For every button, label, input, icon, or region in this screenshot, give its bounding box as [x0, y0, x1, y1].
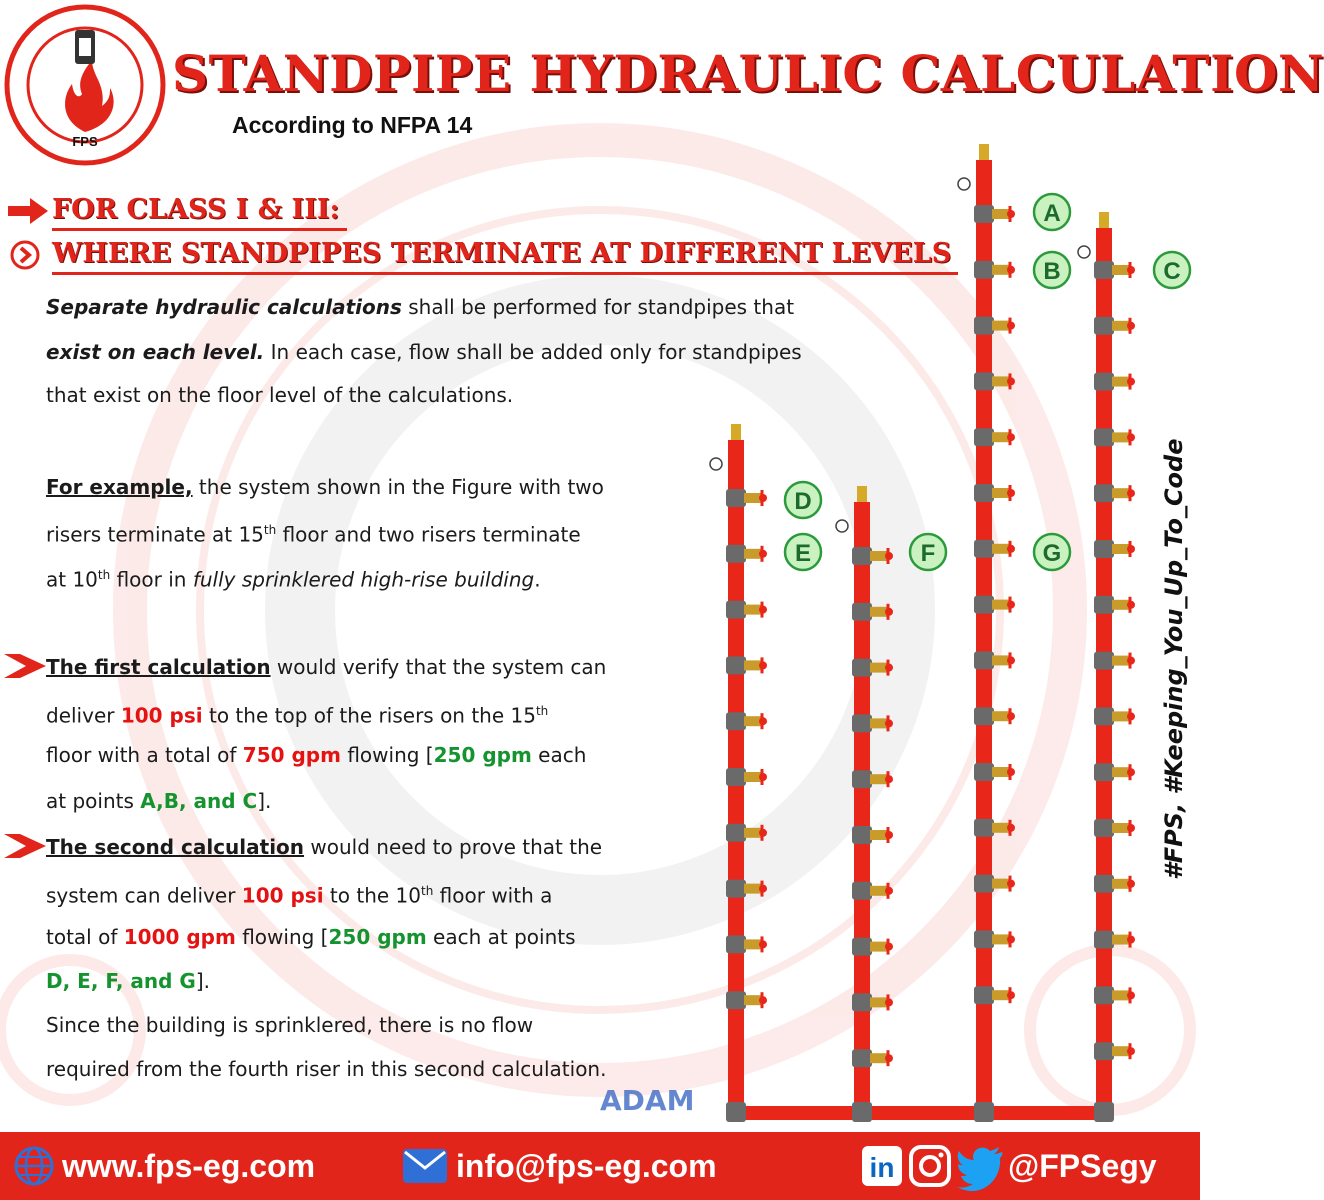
riser-4-tee-coupling [1094, 596, 1114, 614]
globe-icon [12, 1144, 56, 1188]
riser-4-tee-coupling [1094, 986, 1114, 1004]
riser-2-tee-coupling [852, 547, 872, 565]
example-line-3: at 10th floor in fully sprinklered high-rise building. [46, 567, 541, 592]
social-handle[interactable]: @FPSegy [1008, 1148, 1157, 1184]
page-subtitle: According to NFPA 14 [232, 112, 473, 138]
intro-line-3: that exist on the floor level of the calculations. [46, 383, 514, 407]
riser-3-valve-wheel-icon [1007, 935, 1015, 943]
riser-2-air-vent-icon [857, 486, 867, 502]
riser-3-gauge-icon [958, 178, 970, 190]
example-line-2: risers terminate at 15th floor and two risers terminate [46, 522, 581, 547]
intro-line-1: Separate hydraulic calculations shall be performed for standpipes that [46, 295, 795, 319]
riser-3-valve-wheel-icon [1007, 768, 1015, 776]
riser-2-base-elbow [852, 1102, 872, 1122]
riser-1-tee-coupling [726, 880, 746, 898]
riser-3-tee-coupling [974, 707, 994, 725]
riser-2-valve-wheel-icon [885, 831, 893, 839]
calc2-line-4: D, E, F, and G]. [46, 969, 210, 993]
riser-1-valve-wheel-icon [759, 996, 767, 1004]
riser-3-valve-wheel-icon [1007, 545, 1015, 553]
riser-4-tee-coupling [1094, 707, 1114, 725]
riser-3-tee-coupling [974, 428, 994, 446]
example-line-1: For example, the system shown in the Figure with two [46, 475, 604, 499]
riser-4-tee-coupling [1094, 428, 1114, 446]
riser-2-valve-wheel-icon [885, 1054, 893, 1062]
riser-1-tee-coupling [726, 489, 746, 507]
riser-4-tee-coupling [1094, 819, 1114, 837]
riser-3-tee-coupling [974, 261, 994, 279]
riser-2-valve-wheel-icon [885, 887, 893, 895]
riser-2-valve-wheel-icon [885, 552, 893, 560]
riser-1-valve-wheel-icon [759, 885, 767, 893]
author-signature: ADAM [600, 1084, 695, 1117]
calc1-line-1: The first calculation would verify that the system can [46, 655, 607, 679]
riser-3-tee-coupling [974, 875, 994, 893]
riser-2-tee-coupling [852, 770, 872, 788]
riser-4-pipe [1096, 228, 1112, 1112]
riser-1-valve-wheel-icon [759, 773, 767, 781]
riser-2-tee-coupling [852, 714, 872, 732]
calc2-line-1: The second calculation would need to prove that the [46, 835, 603, 859]
riser-3-tee-coupling [974, 819, 994, 837]
riser-3-tee-coupling [974, 205, 994, 223]
point-B-label: B [1043, 258, 1061, 285]
riser-4-air-vent-icon [1099, 212, 1109, 228]
riser-4-valve-wheel-icon [1127, 322, 1135, 330]
riser-3-base-elbow [974, 1102, 994, 1122]
riser-2-valve-wheel-icon [885, 775, 893, 783]
riser-1-tee-coupling [726, 545, 746, 563]
riser-4-tee-coupling [1094, 540, 1114, 558]
riser-4-valve-wheel-icon [1127, 824, 1135, 832]
riser-2-tee-coupling [852, 1049, 872, 1067]
riser-4-valve-wheel-icon [1127, 433, 1135, 441]
riser-4-tee-coupling [1094, 373, 1114, 391]
riser-2-valve-wheel-icon [885, 664, 893, 672]
riser-4-valve-wheel-icon [1127, 545, 1135, 553]
riser-1-tee-coupling [726, 712, 746, 730]
riser-1-tee-coupling [726, 935, 746, 953]
riser-4-gauge-icon [1078, 246, 1090, 258]
riser-3-valve-wheel-icon [1007, 656, 1015, 664]
riser-4-valve-wheel-icon [1127, 712, 1135, 720]
riser-4-tee-coupling [1094, 1042, 1114, 1060]
riser-3-valve-wheel-icon [1007, 991, 1015, 999]
hashtag-vertical: #FPS, #Keeping_You_Up_To_Code [1160, 438, 1188, 880]
riser-3-tee-coupling [974, 317, 994, 335]
riser-4-tee-coupling [1094, 484, 1114, 502]
footer-bar [0, 1132, 1200, 1200]
riser-3-valve-wheel-icon [1007, 880, 1015, 888]
riser-4-tee-coupling [1094, 931, 1114, 949]
riser-4-valve-wheel-icon [1127, 991, 1135, 999]
riser-2-tee-coupling [852, 826, 872, 844]
riser-2-valve-wheel-icon [885, 719, 893, 727]
riser-2-valve-wheel-icon [885, 943, 893, 951]
calc1-line-3: floor with a total of 750 gpm flowing [250 gpm each [46, 743, 587, 767]
email-icon [402, 1148, 448, 1184]
riser-2-gauge-icon [836, 520, 848, 532]
logo-abbr: FPS [72, 134, 98, 149]
riser-3-tee-coupling [974, 596, 994, 614]
riser-3-valve-wheel-icon [1007, 601, 1015, 609]
riser-4-valve-wheel-icon [1127, 880, 1135, 888]
riser-4-tee-coupling [1094, 652, 1114, 670]
riser-2-pipe [854, 502, 870, 1112]
riser-3-valve-wheel-icon [1007, 266, 1015, 274]
riser-2-tee-coupling [852, 603, 872, 621]
riser-1-tee-coupling [726, 991, 746, 1009]
riser-2-tee-coupling [852, 882, 872, 900]
riser-1-valve-wheel-icon [759, 717, 767, 725]
linkedin-icon[interactable] [860, 1144, 904, 1188]
riser-3-valve-wheel-icon [1007, 712, 1015, 720]
riser-2-tee-coupling [852, 993, 872, 1011]
riser-3-tee-coupling [974, 540, 994, 558]
riser-4-tee-coupling [1094, 875, 1114, 893]
twitter-icon[interactable] [956, 1144, 1004, 1188]
main-header-pipe [728, 1106, 1112, 1120]
calc2-line-2: system can deliver 100 psi to the 10th floor with a [46, 883, 553, 908]
riser-3-valve-wheel-icon [1007, 433, 1015, 441]
riser-2-valve-wheel-icon [885, 998, 893, 1006]
riser-3-tee-coupling [974, 930, 994, 948]
riser-3-valve-wheel-icon [1007, 322, 1015, 330]
riser-3-tee-coupling [974, 986, 994, 1004]
instagram-icon[interactable] [908, 1144, 952, 1188]
point-D-label: D [794, 488, 812, 515]
calc2-line-3: total of 1000 gpm flowing [250 gpm each at points [46, 925, 576, 949]
calc2-line-5: Since the building is sprinklered, there is no flow [46, 1013, 534, 1037]
riser-1-tee-coupling [726, 601, 746, 619]
riser-1-valve-wheel-icon [759, 550, 767, 558]
svg-text:in: in [869, 1152, 895, 1183]
riser-1-tee-coupling [726, 768, 746, 786]
riser-2-tee-coupling [852, 938, 872, 956]
calc2-line-6: required from the fourth riser in this second calculation. [46, 1057, 607, 1081]
riser-3-valve-wheel-icon [1007, 210, 1015, 218]
riser-4-valve-wheel-icon [1127, 936, 1135, 944]
class-heading: FOR CLASS I & III: [52, 194, 340, 225]
calc1-line-4: at points A,B, and C]. [46, 789, 272, 813]
riser-4-valve-wheel-icon [1127, 657, 1135, 665]
riser-4-valve-wheel-icon [1127, 266, 1135, 274]
riser-3-tee-coupling [974, 651, 994, 669]
riser-4-base-elbow [1094, 1102, 1114, 1122]
riser-1-tee-coupling [726, 824, 746, 842]
riser-1-valve-wheel-icon [759, 829, 767, 837]
riser-1-valve-wheel-icon [759, 661, 767, 669]
riser-4-valve-wheel-icon [1127, 768, 1135, 776]
riser-4-valve-wheel-icon [1127, 378, 1135, 386]
riser-4-valve-wheel-icon [1127, 601, 1135, 609]
riser-1-air-vent-icon [731, 424, 741, 440]
riser-3-tee-coupling [974, 763, 994, 781]
riser-4-valve-wheel-icon [1127, 489, 1135, 497]
point-C-label: C [1163, 258, 1181, 285]
calc1-line-2: deliver 100 psi to the top of the risers on the 15th [46, 703, 549, 728]
riser-1-gauge-icon [710, 458, 722, 470]
riser-2-tee-coupling [852, 659, 872, 677]
riser-1-base-elbow [726, 1102, 746, 1122]
riser-4-tee-coupling [1094, 261, 1114, 279]
point-G-label: G [1042, 540, 1062, 567]
riser-3-valve-wheel-icon [1007, 377, 1015, 385]
riser-3-valve-wheel-icon [1007, 824, 1015, 832]
email-link[interactable]: info@fps-eg.com [456, 1148, 717, 1184]
intro-line-2: exist on each level. In each case, flow shall be added only for standpipes [46, 340, 802, 364]
riser-1-valve-wheel-icon [759, 494, 767, 502]
section-heading: WHERE STANDPIPES TERMINATE AT DIFFERENT LEVELS [52, 238, 952, 269]
point-F-label: F [920, 540, 936, 567]
riser-4-valve-wheel-icon [1127, 1047, 1135, 1055]
riser-3-tee-coupling [974, 484, 994, 502]
website-link[interactable]: www.fps-eg.com [62, 1148, 316, 1184]
riser-1-tee-coupling [726, 656, 746, 674]
page-title: STANDPIPE HYDRAULIC CALCULATION [172, 44, 1324, 103]
point-A-label: A [1043, 200, 1061, 227]
riser-1-valve-wheel-icon [759, 606, 767, 614]
riser-3-pipe [976, 160, 992, 1112]
riser-1-valve-wheel-icon [759, 940, 767, 948]
riser-4-tee-coupling [1094, 763, 1114, 781]
riser-3-tee-coupling [974, 372, 994, 390]
riser-3-air-vent-icon [979, 144, 989, 160]
point-E-label: E [794, 540, 812, 567]
riser-4-tee-coupling [1094, 317, 1114, 335]
riser-3-valve-wheel-icon [1007, 489, 1015, 497]
riser-2-valve-wheel-icon [885, 608, 893, 616]
